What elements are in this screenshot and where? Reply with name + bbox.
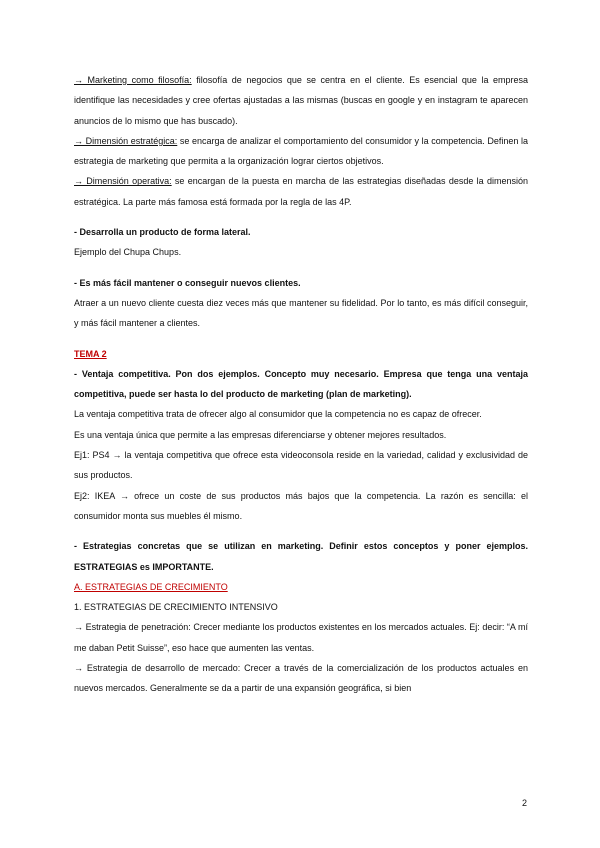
term-dimension-estrategica: → Dimensión estratégica: [74,135,178,146]
page-content [74,70,528,699]
heading-estrategias: - Estrategias concretas que se utilizan en marketing. Definir estos conceptos y poner ejemplos. ESTRATEGIAS es IMPORTANTE. [74,541,528,572]
paragraph-dimension-operativa [74,171,528,212]
text-ventaja-1: La ventaja competitiva trata de ofrecer algo al consumidor que la competencia no es capaz de ofrecer. [74,409,482,420]
text-lateral: Ejemplo del Chupa Chups. [74,247,182,258]
section-title-tema2: TEMA 2 [74,348,107,359]
definition-marketing-filosofia: filosofía de negocios que se centra en el cliente. Es esencial que la empresa identifique las necesidades y cree ofertas ajustadas a las mismas (buscas en google y en instagram te aparecen anuncios de lo mismo que has buscado). [74,75,529,126]
subheading-crecimiento-intensivo: 1. ESTRATEGIAS DE CRECIMIENTO INTENSIVO [74,602,278,613]
text-desarrollo-mercado: → Estrategia de desarrollo de mercado: Crecer a través de la comercialización de los productos actuales en nuevos mercados. Generalmente se da a partir de una expansión geográfica, si bien [74,663,528,694]
text-penetracion: → Estrategia de penetración: Crecer mediante los productos existentes en los mercados actuales. Ej: decir: “A mí me daban Petit Suisse”, eso hace que aumenten las ventas. [74,622,528,653]
term-dimension-operativa: → Dimensión operativa: [74,176,172,187]
paragraph-marketing-filosofia [74,70,528,131]
text-clientes: Atraer a un nuevo cliente cuesta diez veces más que mantener su fidelidad. Por lo tanto, es más difícil conseguir, y más fácil mantener a clientes. [74,297,528,329]
text-ventaja-2: Es una ventaja única que permite a las empresas diferenciarse y obtener mejores resultados. [74,429,447,440]
definition-dimension-estrategica: se encarga de analizar el comportamiento del consumidor y la competencia. Definen la estrategia de marketing que permita a la organización lograr ciertos objetivos. [74,135,528,167]
heading-lateral: - Desarrolla un producto de forma lateral. [74,227,251,238]
term-marketing-filosofia: → Marketing como filosofía: [74,75,192,85]
paragraph-dimension-estrategica [74,131,528,172]
example-ps4: Ej1: PS4 → la ventaja competitiva que ofrece esta videoconsola reside en la variedad, calidad y exclusividad de sus productos. [74,450,528,481]
heading-ventaja-competitiva: - Ventaja competitiva. Pon dos ejemplos. Concepto muy necesario. Empresa que tenga una ventaja competitiva, puede ser hasta lo del producto de marketing (plan de marketing). [74,368,528,400]
example-ikea: Ej2: IKEA → ofrece un coste de sus productos más bajos que la competencia. La razón es sencilla: el consumidor monta sus muebles él mismo. [74,490,528,521]
page-number: 2 [522,798,528,808]
definition-dimension-operativa: se encargan de la puesta en marcha de las estrategias diseñadas desde la dimensión estratégica. La parte más famosa está formada por la regla de las 4P. [74,176,528,207]
heading-clientes: - Es más fácil mantener o conseguir nuevos clientes. [74,277,301,288]
subheading-estrategias-crecimiento: A. ESTRATEGIAS DE CRECIMIENTO [74,581,228,592]
